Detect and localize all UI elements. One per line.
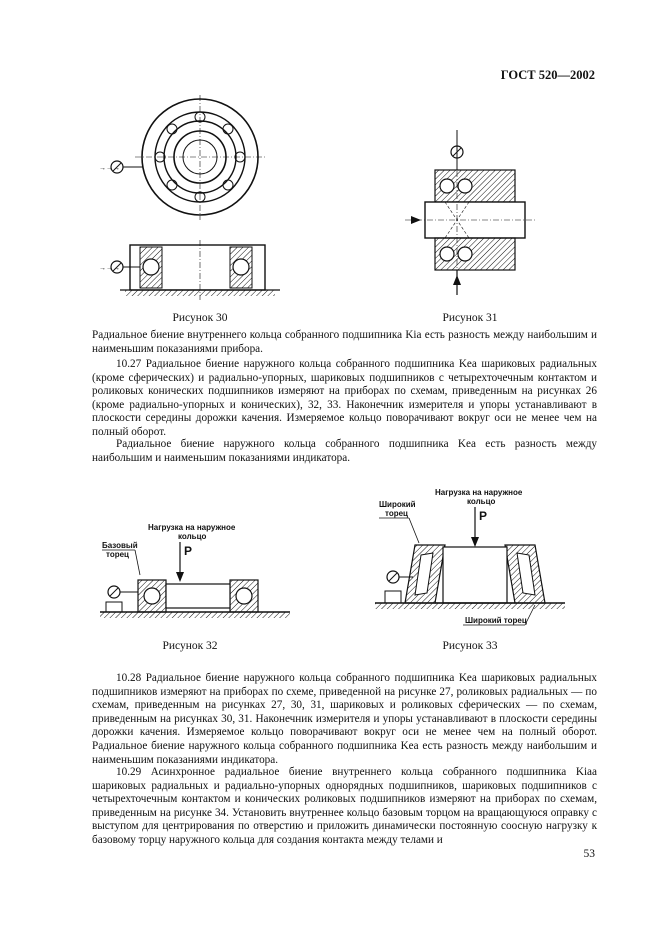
fig32-load-label-a: Нагрузка на наружное (148, 523, 236, 532)
figure-32 (100, 520, 290, 625)
fig32-base-face-label-b: торец (106, 550, 129, 559)
fig32-base-face-label-a: Базовый (102, 541, 138, 550)
figure-33-caption: Рисунок 33 (442, 640, 498, 652)
fig30-gauge-mark-top: →→→ (99, 165, 120, 172)
paragraph-1: Радиальное биение внутреннего кольца собранного подшипника Kia есть разность между наибольшим и наименьшим показаниями прибора. (92, 329, 597, 355)
figure-33 (375, 485, 565, 630)
figure-30-caption: Рисунок 30 (172, 312, 228, 324)
fig32-load-label-b: кольцо (178, 532, 207, 541)
paragraph-4: 10.28 Радиальное биение наружного кольца собранного подшипника Kea шариковых радиальных подшипников измеряют на приборах по схеме, приведенной на рисунке 27, роликовых радиальных — по схемам, приведенным на рисунках 27, 30, 31, шариковых и роликовых сферических — по схемам, приведенным на рисунках 30, 31. Наконечник измерителя и упоры устанавливают в плоскости середины дорожки качения. Измеряемое кольцо поворачивают вокруг оси не менее чем на полный оборот. Радиальное биение наружного кольца собранного подшипника Kea есть разность между наибольшим и наименьшим показаниями индикатора. (92, 672, 597, 766)
paragraph-2: 10.27 Радиальное биение наружного кольца собранного подшипника Kea шариковых радиальных (кроме сферических) и радиально-упорных, шариковых подшипников с четырехточечным контактом и роликовых конических подшипников измеряют на приборах по схемам, приведенным на рисунках 26 (кроме радиально-упорных и конических), 32, 33. Наконечник измерителя и упоры устанавливают в плоскости середины дорожки качения. Измеряемое кольцо поворачивают вокруг оси не менее чем на полный оборот. (92, 358, 597, 438)
figure-32-caption: Рисунок 32 (162, 640, 218, 652)
fig32-p-label: P (184, 544, 193, 558)
standard-header: ГОСТ 520—2002 (500, 68, 595, 82)
page-number: 53 (583, 848, 595, 860)
fig33-wide-face-top-label-a: Широкий (379, 500, 416, 509)
paragraph-5: 10.29 Асинхронное радиальное биение внутреннего кольца собранного подшипника Kiaa шариковых радиальных и радиально-упорных однорядных подшипников, шариковых подшипников с четырехточечным контактом и конических роликовых подшипников измеряют на приборах по схемам, приведенным на рисунке 34. Установить внутреннее кольцо базовым торцом на вращающуюся оправку с выступом для центрирования по отверстию и приложить динамически постоянную соосную нагрузку к базовому торцу наружного кольца для создания контакта между телами и (92, 766, 597, 846)
fig33-wide-face-top-label-b: торец (385, 509, 408, 518)
figure-31-caption: Рисунок 31 (442, 312, 498, 324)
figure-30 (95, 95, 285, 310)
fig33-load-label-a: Нагрузка на наружное (435, 488, 523, 497)
figure-31 (405, 130, 535, 305)
fig33-p-label: P (479, 509, 488, 523)
fig30-gauge-mark-bottom: →→→ (99, 265, 120, 272)
paragraph-3: Радиальное биение наружного кольца собранного подшипника Kea есть разность между наибольшим и наименьшим показаниями индикатора. (92, 438, 597, 464)
fig33-wide-face-bottom-label: Широкий торец (465, 616, 527, 625)
fig33-load-label-b: кольцо (467, 497, 496, 506)
